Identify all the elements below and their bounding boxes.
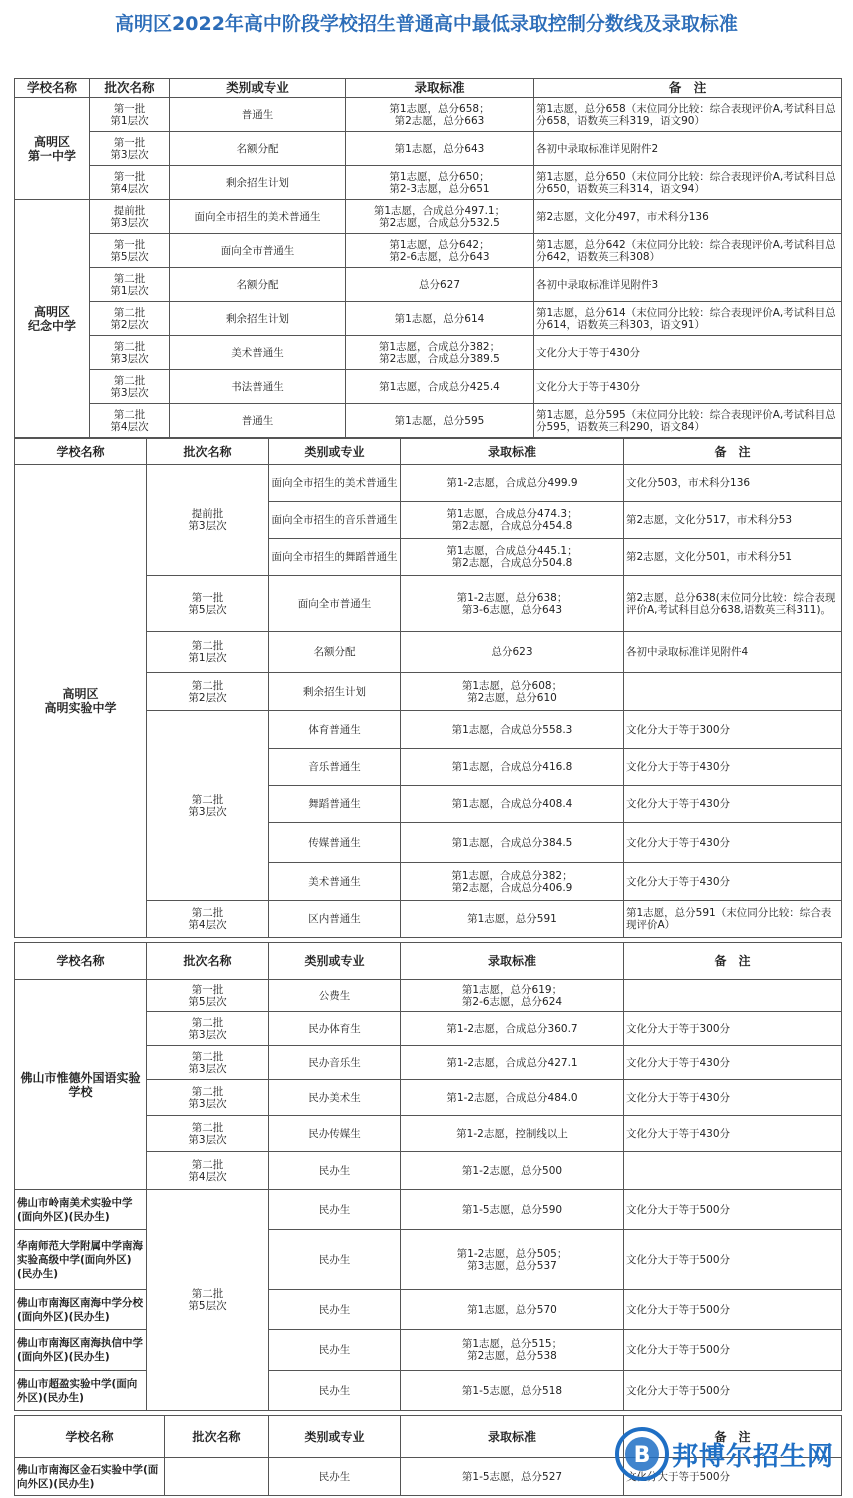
standard-cell: 第1志愿，合成总分497.1； 第2志愿，合成总分532.5 [346, 200, 534, 234]
standard-cell: 第1-2志愿，控制线以上 [401, 1116, 624, 1152]
standard-cell: 第1志愿，总分608； 第2志愿，总分610 [401, 673, 624, 711]
note-cell: 第2志愿，总分638(末位同分比较：综合表现评价A,考试科目总分638,语数英三科311)。 [624, 576, 842, 632]
note-cell: 文化分大于等于300分 [624, 1012, 842, 1046]
note-cell: 文化分大于等于430分 [534, 336, 842, 370]
standard-cell: 第1志愿，总分614 [346, 302, 534, 336]
header-standard: 录取标准 [401, 943, 624, 980]
batch-cell: 第二批 第2层次 [90, 302, 170, 336]
batch-cell: 第二批 第3层次 [90, 336, 170, 370]
note-cell [624, 980, 842, 1012]
header-note: 备 注 [624, 1416, 842, 1458]
school-name: 高明区 纪念中学 [15, 200, 90, 438]
note-cell: 各初中录取标准详见附件2 [534, 132, 842, 166]
type-cell: 面向全市普通生 [170, 234, 346, 268]
batch-cell: 第二批 第1层次 [90, 268, 170, 302]
standard-cell: 第1志愿，总分658； 第2志愿，总分663 [346, 98, 534, 132]
type-cell: 名额分配 [269, 632, 401, 673]
site-watermark [612, 1422, 848, 1486]
type-cell: 剩余招生计划 [269, 673, 401, 711]
note-cell: 第2志愿，文化分501，市术科分51 [624, 539, 842, 576]
admission-table-1 [14, 78, 842, 438]
logo-icon [614, 1426, 670, 1482]
batch-cell: 提前批 第3层次 [147, 465, 269, 576]
batch-cell: 第一批 第1层次 [90, 98, 170, 132]
watermark-text: 邦博尔招生网 [672, 1442, 835, 1472]
type-cell: 面向全市招生的舞蹈普通生 [269, 539, 401, 576]
type-cell: 民办生 [269, 1290, 401, 1330]
type-cell: 名额分配 [170, 268, 346, 302]
type-cell: 民办生 [269, 1458, 401, 1496]
note-cell: 文化分大于等于430分 [624, 1116, 842, 1152]
type-cell: 剩余招生计划 [170, 302, 346, 336]
batch-cell [165, 1458, 269, 1496]
standard-cell: 第1-5志愿，总分527 [401, 1458, 624, 1496]
header-batch: 批次名称 [165, 1416, 269, 1458]
table-row [15, 980, 842, 1012]
standard-cell: 总分623 [401, 632, 624, 673]
batch-cell: 第二批 第3层次 [90, 370, 170, 404]
batch-cell: 第二批 第3层次 [147, 1046, 269, 1080]
note-cell: 文化分大于等于500分 [624, 1230, 842, 1290]
table-row [15, 1190, 842, 1230]
batch-cell: 第二批 第4层次 [147, 901, 269, 938]
batch-cell: 第二批 第3层次 [147, 711, 269, 901]
header-type: 类别或专业 [269, 1416, 401, 1458]
batch-cell: 第二批 第5层次 [147, 1190, 269, 1411]
standard-cell: 第1-2志愿，合成总分427.1 [401, 1046, 624, 1080]
header-standard: 录取标准 [401, 1416, 624, 1458]
standard-cell: 第1-2志愿，合成总分484.0 [401, 1080, 624, 1116]
standard-cell: 第1-2志愿，合成总分499.9 [401, 465, 624, 502]
note-cell: 文化分503，市术科分136 [624, 465, 842, 502]
logo-letter: B [633, 1443, 651, 1468]
school-name: 佛山市南海区南海中学分校(面向外区)(民办生) [15, 1290, 147, 1330]
table-row [15, 465, 842, 502]
standard-cell: 第1志愿，总分643 [346, 132, 534, 166]
header-school: 学校名称 [15, 943, 147, 980]
note-cell: 文化分大于等于500分 [624, 1290, 842, 1330]
note-cell: 各初中录取标准详见附件4 [624, 632, 842, 673]
type-cell: 民办体育生 [269, 1012, 401, 1046]
type-cell: 体育普通生 [269, 711, 401, 749]
table-row [15, 132, 842, 166]
table-row [15, 1230, 842, 1290]
standard-cell: 第1-2志愿，总分638； 第3-6志愿，总分643 [401, 576, 624, 632]
type-cell: 普通生 [170, 98, 346, 132]
note-cell: 文化分大于等于300分 [624, 711, 842, 749]
admission-table-3 [14, 942, 842, 1411]
batch-cell: 第一批 第4层次 [90, 166, 170, 200]
header-batch: 批次名称 [147, 943, 269, 980]
type-cell: 公费生 [269, 980, 401, 1012]
table-row [15, 1371, 842, 1411]
type-cell: 音乐普通生 [269, 749, 401, 786]
note-cell: 文化分大于等于500分 [624, 1190, 842, 1230]
type-cell: 民办生 [269, 1371, 401, 1411]
note-cell: 文化分大于等于430分 [624, 749, 842, 786]
type-cell: 面向全市普通生 [269, 576, 401, 632]
standard-cell: 第1-5志愿，总分518 [401, 1371, 624, 1411]
header-standard: 录取标准 [346, 79, 534, 98]
type-cell: 民办生 [269, 1152, 401, 1190]
type-cell: 区内普通生 [269, 901, 401, 938]
note-cell: 第2志愿，文化分497，市术科分136 [534, 200, 842, 234]
header-school: 学校名称 [15, 79, 90, 98]
standard-cell: 第1志愿，总分619； 第2-6志愿，总分624 [401, 980, 624, 1012]
standard-cell: 第1志愿，总分595 [346, 404, 534, 438]
header-standard: 录取标准 [401, 439, 624, 465]
type-cell: 面向全市招生的音乐普通生 [269, 502, 401, 539]
type-cell: 民办美术生 [269, 1080, 401, 1116]
note-cell: 文化分大于等于430分 [624, 863, 842, 901]
table-row [15, 166, 842, 200]
header-note: 备 注 [624, 439, 842, 465]
school-name: 高明区 高明实验中学 [15, 465, 147, 938]
standard-cell: 第1志愿，合成总分558.3 [401, 711, 624, 749]
batch-cell: 第一批 第3层次 [90, 132, 170, 166]
note-cell: 各初中录取标准详见附件3 [534, 268, 842, 302]
type-cell: 民办音乐生 [269, 1046, 401, 1080]
table-row [15, 234, 842, 268]
type-cell: 民办传媒生 [269, 1116, 401, 1152]
standard-cell: 第1志愿，合成总分384.5 [401, 823, 624, 863]
school-name: 佛山市南海区南海执信中学(面向外区)(民办生) [15, 1330, 147, 1371]
standard-cell: 第1-2志愿，合成总分360.7 [401, 1012, 624, 1046]
standard-cell: 第1志愿，总分570 [401, 1290, 624, 1330]
admission-table-2 [14, 438, 842, 938]
standard-cell: 第1志愿，总分642； 第2-6志愿，总分643 [346, 234, 534, 268]
standard-cell: 第1志愿，总分591 [401, 901, 624, 938]
note-cell: 文化分大于等于430分 [624, 786, 842, 823]
type-cell: 普通生 [170, 404, 346, 438]
type-cell: 剩余招生计划 [170, 166, 346, 200]
batch-cell: 第二批 第1层次 [147, 632, 269, 673]
school-name: 佛山市岭南美术实验中学(面向外区)(民办生) [15, 1190, 147, 1230]
note-cell: 第1志愿，总分658（末位同分比较：综合表现评价A,考试科目总分658，语数英三科319，语文90） [534, 98, 842, 132]
batch-cell: 第二批 第3层次 [147, 1116, 269, 1152]
note-cell: 第1志愿，总分614（末位同分比较：综合表现评价A,考试科目总分614，语数英三科303，语文91） [534, 302, 842, 336]
school-name: 高明区 第一中学 [15, 98, 90, 200]
table-row [15, 98, 842, 132]
table-row [15, 404, 842, 438]
type-cell: 名额分配 [170, 132, 346, 166]
standard-cell: 第1志愿，合成总分382； 第2志愿，合成总分406.9 [401, 863, 624, 901]
header-type: 类别或专业 [269, 439, 401, 465]
note-cell: 第1志愿，总分642（末位同分比较：综合表现评价A,考试科目总分642，语数英三科308） [534, 234, 842, 268]
note-cell: 第1志愿，总分650（末位同分比较：综合表现评价A,考试科目总分650，语数英三科314，语文94） [534, 166, 842, 200]
note-cell [624, 1152, 842, 1190]
standard-cell: 第1志愿，合成总分474.3； 第2志愿，合成总分454.8 [401, 502, 624, 539]
note-cell: 第1志愿，总分595（末位同分比较：综合表现评价A,考试科目总分595，语数英三科290，语文84） [534, 404, 842, 438]
header-batch: 批次名称 [147, 439, 269, 465]
table-row [15, 1290, 842, 1330]
batch-cell: 第一批 第5层次 [90, 234, 170, 268]
type-cell: 民办生 [269, 1190, 401, 1230]
type-cell: 民办生 [269, 1230, 401, 1290]
type-cell: 民办生 [269, 1330, 401, 1371]
note-cell: 文化分大于等于430分 [624, 1080, 842, 1116]
standard-cell: 第1志愿，合成总分416.8 [401, 749, 624, 786]
note-cell [624, 673, 842, 711]
header-note: 备 注 [624, 943, 842, 980]
batch-cell: 第二批 第4层次 [90, 404, 170, 438]
note-cell: 文化分大于等于500分 [624, 1371, 842, 1411]
page-title: 高明区2022年高中阶段学校招生普通高中最低录取控制分数线及录取标准 [115, 13, 738, 35]
standard-cell: 第1-2志愿，总分505； 第3志愿，总分537 [401, 1230, 624, 1290]
batch-cell: 第一批 第5层次 [147, 980, 269, 1012]
table-row [15, 200, 842, 234]
standard-cell: 第1志愿，合成总分408.4 [401, 786, 624, 823]
note-cell: 文化分大于等于430分 [624, 1046, 842, 1080]
standard-cell: 第1志愿，合成总分425.4 [346, 370, 534, 404]
table-header-row [15, 943, 842, 980]
school-name: 佛山市惟德外国语实验学校 [15, 980, 147, 1190]
batch-cell: 提前批 第3层次 [90, 200, 170, 234]
header-type: 类别或专业 [170, 79, 346, 98]
header-school: 学校名称 [15, 1416, 165, 1458]
standard-cell: 第1志愿，合成总分382； 第2志愿，合成总分389.5 [346, 336, 534, 370]
note-cell: 文化分大于等于430分 [624, 823, 842, 863]
table-row [15, 302, 842, 336]
table-row [15, 268, 842, 302]
note-cell: 第2志愿，文化分517，市术科分53 [624, 502, 842, 539]
header-type: 类别或专业 [269, 943, 401, 980]
table-row [15, 336, 842, 370]
standard-cell: 第1志愿，总分650； 第2-3志愿，总分651 [346, 166, 534, 200]
note-cell: 第1志愿，总分591（末位同分比较：综合表现评价A） [624, 901, 842, 938]
school-name: 佛山市超盈实验中学(面向外区)(民办生) [15, 1371, 147, 1411]
table-header-row [15, 79, 842, 98]
header-school: 学校名称 [15, 439, 147, 465]
batch-cell: 第一批 第5层次 [147, 576, 269, 632]
note-cell: 文化分大于等于500分 [624, 1458, 842, 1496]
batch-cell: 第二批 第3层次 [147, 1012, 269, 1046]
type-cell: 传媒普通生 [269, 823, 401, 863]
note-cell: 文化分大于等于430分 [534, 370, 842, 404]
standard-cell: 第1志愿，合成总分445.1； 第2志愿，合成总分504.8 [401, 539, 624, 576]
school-name: 佛山市南海区金石实验中学(面向外区)(民办生) [15, 1458, 165, 1496]
type-cell: 美术普通生 [170, 336, 346, 370]
header-batch: 批次名称 [90, 79, 170, 98]
type-cell: 舞蹈普通生 [269, 786, 401, 823]
standard-cell: 第1志愿，总分515； 第2志愿，总分538 [401, 1330, 624, 1371]
batch-cell: 第二批 第2层次 [147, 673, 269, 711]
school-name: 华南师范大学附属中学南海实验高级中学(面向外区)(民办生) [15, 1230, 147, 1290]
type-cell: 书法普通生 [170, 370, 346, 404]
standard-cell: 第1-5志愿，总分590 [401, 1190, 624, 1230]
type-cell: 面向全市招生的美术普通生 [269, 465, 401, 502]
type-cell: 美术普通生 [269, 863, 401, 901]
type-cell: 面向全市招生的美术普通生 [170, 200, 346, 234]
standard-cell: 总分627 [346, 268, 534, 302]
header-note: 备 注 [534, 79, 842, 98]
note-cell: 文化分大于等于500分 [624, 1330, 842, 1371]
batch-cell: 第二批 第3层次 [147, 1080, 269, 1116]
table-row [15, 1330, 842, 1371]
batch-cell: 第二批 第4层次 [147, 1152, 269, 1190]
table-header-row [15, 439, 842, 465]
standard-cell: 第1-2志愿，总分500 [401, 1152, 624, 1190]
table-row [15, 370, 842, 404]
